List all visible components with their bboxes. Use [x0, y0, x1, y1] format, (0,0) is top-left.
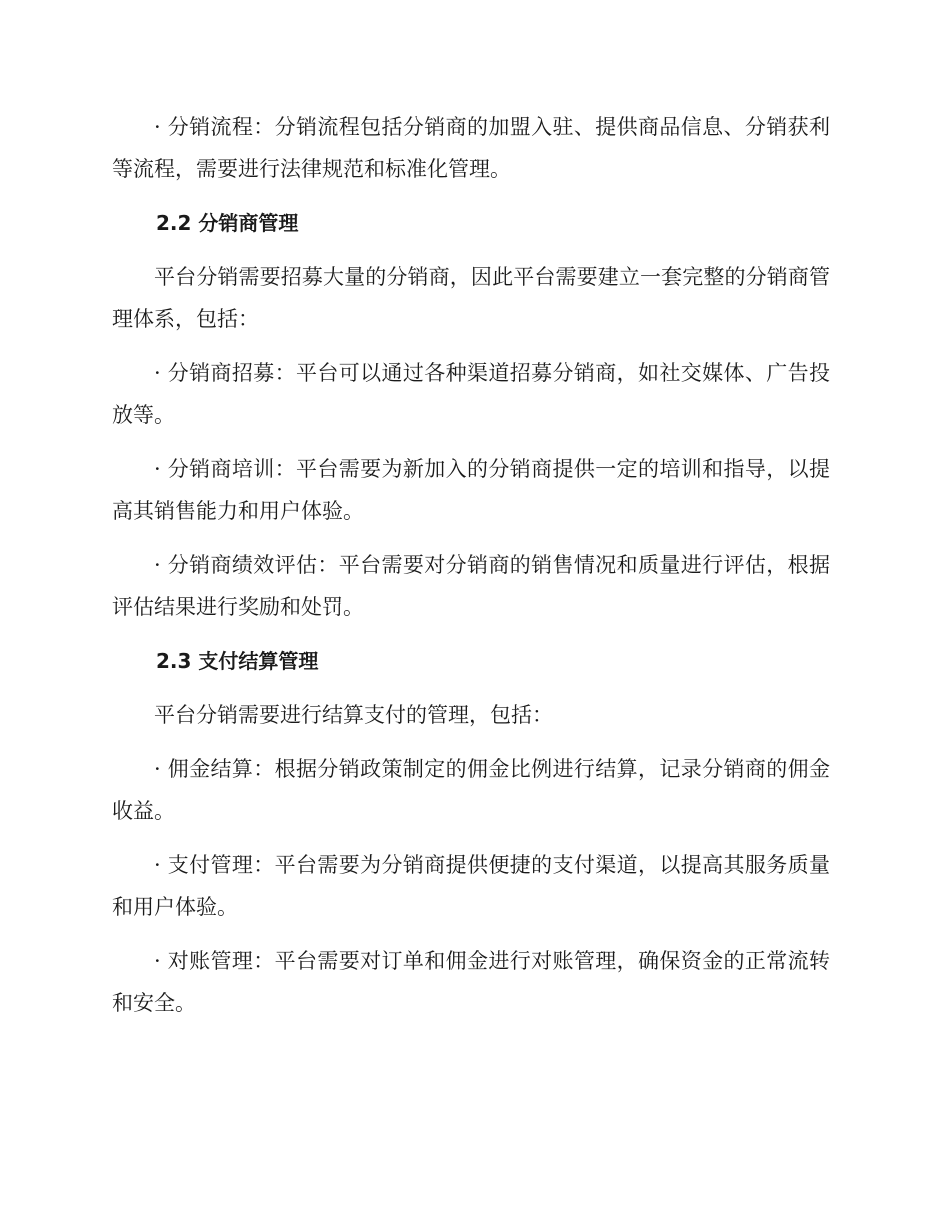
paragraph-commission-settlement: · 佣金结算：根据分销政策制定的佣金比例进行结算，记录分销商的佣金收益。 [112, 757, 830, 823]
section-heading-payment-settlement: 2.3 支付结算管理 [156, 649, 319, 673]
paragraph-distribution-process: · 分销流程：分销流程包括分销商的加盟入驻、提供商品信息、分销获利等流程，需要进行法律规范和标准化管理。 [112, 115, 830, 181]
paragraph-reconciliation-management: · 对账管理：平台需要对订单和佣金进行对账管理，确保资金的正常流转和安全。 [112, 949, 830, 1015]
document-page [112, 106, 830, 1036]
section-heading-distributor-management: 2.2 分销商管理 [156, 211, 299, 235]
paragraph-payment-management: · 支付管理：平台需要为分销商提供便捷的支付渠道，以提高其服务质量和用户体验。 [112, 853, 830, 919]
paragraph-payment-intro: 平台分销需要进行结算支付的管理，包括： [154, 703, 553, 727]
paragraph-distributor-recruitment: · 分销商招募：平台可以通过各种渠道招募分销商，如社交媒体、广告投放等。 [112, 361, 830, 427]
paragraph-distributor-training: · 分销商培训：平台需要为新加入的分销商提供一定的培训和指导，以提高其销售能力和用户体验。 [112, 457, 830, 523]
paragraph-distributor-performance: · 分销商绩效评估：平台需要对分销商的销售情况和质量进行评估，根据评估结果进行奖励和处罚。 [112, 553, 830, 619]
paragraph-distributor-intro: 平台分销需要招募大量的分销商，因此平台需要建立一套完整的分销商管理体系，包括： [112, 265, 830, 331]
